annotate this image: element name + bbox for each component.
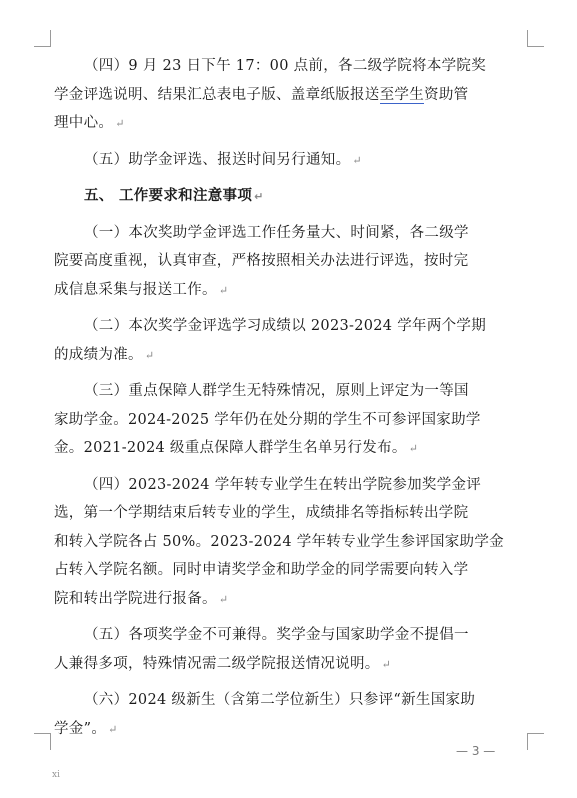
paragraph-mark-icon: ↵ [144, 348, 155, 362]
paragraph [54, 52, 524, 138]
text-line: （六）2024 级新生（含第二学位新生）只参评“新生国家助 [84, 692, 476, 708]
text-line: 院和转出学院进行报备。 ↵ [54, 590, 229, 607]
paragraph-spacing [54, 743, 524, 751]
crop-mark-top-left [34, 30, 51, 47]
text-line: （一）本次奖助学金评选工作任务量大、时间紧，各二级学 [84, 224, 469, 241]
text-line: 院要高度重视，认真审查，严格按照相关办法进行评选，按时完 [54, 253, 469, 269]
paragraph-spacing [54, 138, 524, 146]
paragraph-mark-icon: ↵ [408, 442, 419, 455]
paragraph [54, 377, 524, 463]
text-line: 五、 工作要求和注意事项 ↵ [84, 188, 264, 204]
paragraph-spacing [54, 304, 524, 312]
paragraph [54, 312, 524, 369]
crop-mark-bottom-left [34, 733, 51, 750]
paragraph [54, 621, 524, 678]
paragraph-spacing [54, 613, 524, 621]
paragraph-mark-icon: ↵ [108, 722, 118, 736]
underlined-text: 至学生 [379, 86, 425, 103]
text-line: （五）助学金评选、报送时间另行通知。 ↵ [84, 151, 362, 168]
paragraph-spacing [54, 678, 524, 686]
text-line: 学金评选说明、结果汇总表电子版、盖章纸版报送至学生资助管 [54, 86, 469, 103]
text-line: 的成绩为准。 ↵ [54, 346, 155, 363]
paragraph-spacing [54, 174, 524, 182]
paragraph-mark-icon: ↵ [218, 592, 229, 606]
text-line: （三）重点保障人群学生无特殊情况，原则上评定为一等国 [84, 383, 469, 399]
paragraph [54, 146, 524, 175]
paragraph-mark-icon: ↵ [115, 117, 125, 130]
text-line: 家助学金。2024-2025 学年仍在处分期的学生不可参评国家助学 [54, 411, 481, 428]
paragraph-mark-icon: ↵ [352, 153, 362, 167]
corner-note: ⅺ [52, 770, 60, 780]
crop-mark-top-right [527, 30, 544, 47]
text-line: （五）各项奖学金不可兼得。奖学金与国家助学金不提倡一 [84, 627, 469, 643]
paragraph-mark-icon: ↵ [254, 190, 264, 203]
text-line: （四）9 月 23 日下午 17：00 点前，各二级学院将本学院奖 [84, 58, 487, 74]
text-line: 人兼得多项，特殊情况需二级学院报送情况说明。 ↵ [54, 655, 392, 672]
document-body[interactable] [54, 52, 524, 751]
paragraph-mark-icon: ↵ [218, 283, 229, 297]
paragraph-spacing [54, 463, 524, 471]
text-line: （二）本次奖学金评选学习成绩以 2023-2024 学年两个学期 [84, 318, 487, 334]
paragraph [54, 471, 524, 614]
text-line: 占转入学院名额。同时申请奖学金和助学金的同学需要向转入学 [54, 562, 469, 578]
text-line: 选，第一个学期结束后转专业的学生，成绩排名等指标转出学院 [54, 505, 469, 521]
paragraph-spacing [54, 211, 524, 219]
text-line: 成信息采集与报送工作。 ↵ [54, 281, 229, 298]
paragraph-mark-icon: ↵ [381, 657, 392, 671]
paragraph [54, 686, 524, 743]
text-line: 学金”。 ↵ [54, 720, 118, 737]
text-line: 金。2021-2024 级重点保障人群学生名单另行发布。 ↵ [54, 440, 419, 456]
text-line: 和转入学院各占 50%。2023-2024 学年转专业学生参评国家助学金 [54, 533, 504, 550]
text-line: （四）2023-2024 学年转专业学生在转出学院参加奖学金评 [84, 476, 482, 493]
paragraph-spacing [54, 369, 524, 377]
paragraph [54, 219, 524, 305]
page-number: — 3 — [456, 744, 496, 758]
section-heading [54, 182, 524, 211]
crop-mark-bottom-right [527, 733, 544, 750]
text-line: 理中心。 ↵ [54, 115, 125, 131]
